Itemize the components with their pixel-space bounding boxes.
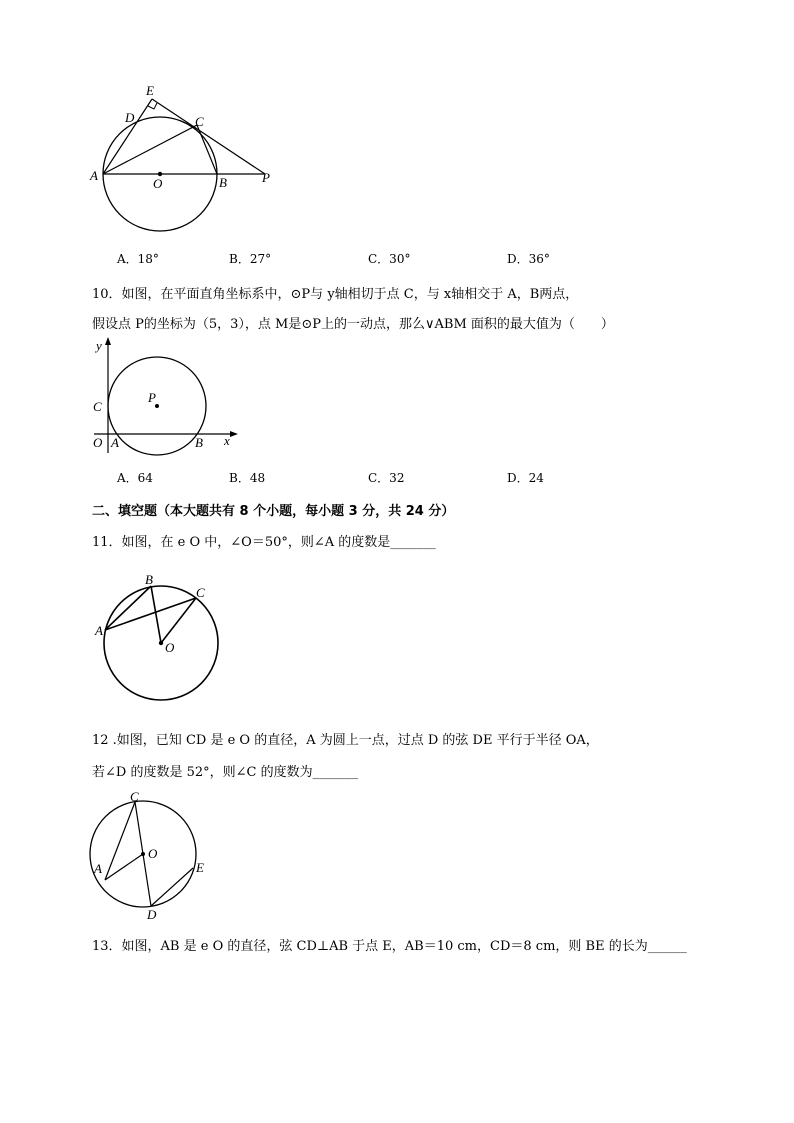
q10-figure <box>88 335 248 457</box>
q10-label-O: O <box>93 435 103 450</box>
q11-label-B: B <box>145 572 153 587</box>
q11-line-BO <box>151 586 161 643</box>
q12-label-A: A <box>94 861 102 876</box>
q10-label-P: P <box>148 390 156 405</box>
q10-label-A: A <box>111 435 119 450</box>
q10-option-b: B．48 <box>229 471 266 485</box>
q11-figure <box>90 570 230 705</box>
q10-label-y: y <box>96 338 102 353</box>
q9-label-A: A <box>90 168 98 183</box>
q11-line-AB <box>105 586 151 630</box>
q12-label-C: C <box>130 789 139 804</box>
q12-line1: 12 .如图，已知 CD 是 e O 的直径，A 为圆上一点，过点 D 的弦 DE 平行于半径 OA， <box>92 733 599 748</box>
q10-option-c: C．32 <box>368 471 405 485</box>
q9-label-P: P <box>262 170 270 185</box>
q12-label-E: E <box>196 860 204 875</box>
q9-line-AC <box>103 125 197 174</box>
q13-text: 13．如图，AB 是 e O 的直径，弦 CD⊥AB 于点 E，AB＝10 cm，CD＝8 cm，则 BE 的长为______ <box>92 939 687 954</box>
q10-label-x: x <box>224 433 230 448</box>
q10-line1: 10．如图，在平面直角坐标系中，⊙P与 y轴相切于点 C，与 x轴相交于 A，B两点， <box>92 287 579 302</box>
q9-label-C: C <box>195 114 204 129</box>
q9-option-b: B．27° <box>229 252 272 266</box>
q10-y-arrow <box>105 337 111 345</box>
q11-center-dot <box>159 641 163 645</box>
q10-label-C: C <box>93 399 102 414</box>
q12-center-dot <box>141 852 145 856</box>
q11-text: 11．如图，在 e O 中，∠O＝50°，则∠A 的度数是_______ <box>92 535 436 550</box>
q11-line-AC <box>105 598 196 630</box>
q9-option-d: D．36° <box>507 252 550 266</box>
q9-label-E: E <box>146 83 154 98</box>
q9-figure <box>85 82 285 262</box>
q12-label-O: O <box>148 846 158 861</box>
q12-line-OA <box>105 854 143 880</box>
q9-label-O: O <box>153 176 163 191</box>
q9-label-B: B <box>219 175 227 190</box>
q9-option-a: A．18° <box>117 252 159 266</box>
q9-line-EP <box>152 99 265 174</box>
q10-x-arrow <box>230 431 238 437</box>
q12-label-D: D <box>147 907 157 922</box>
q10-option-d: D．24 <box>507 471 544 485</box>
q10-line2: 假设点 P的坐标为（5，3），点 M是⊙P上的一动点，那么∨ABM 面积的最大值为（ ） <box>92 317 614 332</box>
q12-line-DE <box>151 868 193 906</box>
section-heading-fill-in: 二、填空题（本大题共有 8 个小题，每小题 3 分，共 24 分） <box>92 504 455 519</box>
q11-label-C: C <box>196 585 205 600</box>
q11-label-O: O <box>165 640 175 655</box>
q12-line2: 若∠D 的度数是 52°，则∠C 的度数为_______ <box>92 765 359 780</box>
q12-figure <box>85 788 215 923</box>
q9-line-CB <box>197 125 217 174</box>
q9-label-D: D <box>125 110 135 125</box>
q10-label-B: B <box>195 435 203 450</box>
q10-option-a: A．64 <box>117 471 153 485</box>
q11-label-A: A <box>95 623 103 638</box>
q9-option-c: C．30° <box>368 252 411 266</box>
